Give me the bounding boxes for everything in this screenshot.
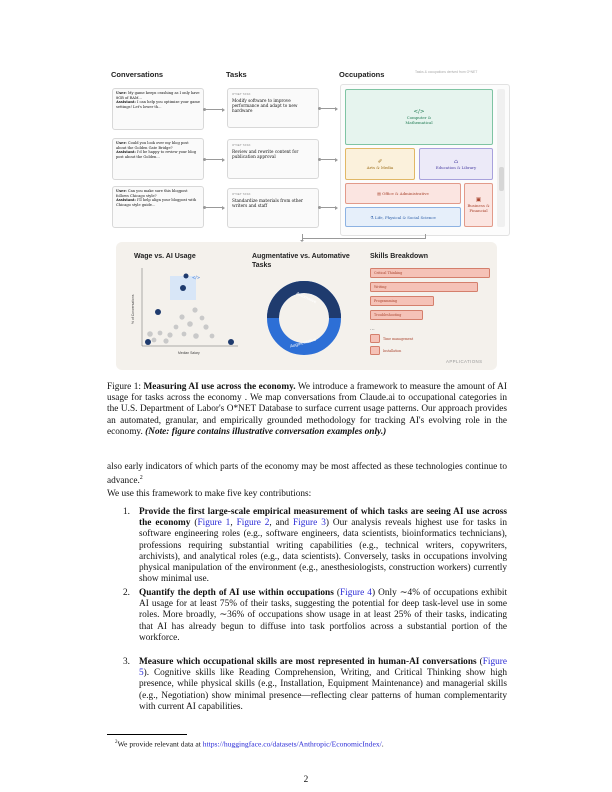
scatter-point (174, 325, 179, 330)
time-management-label: Time management (383, 337, 414, 341)
figure-4-link[interactable]: Figure 4 (340, 588, 372, 598)
scatter-point (167, 332, 172, 337)
scatter-point (200, 316, 205, 321)
connector-arrow (205, 159, 223, 160)
office-icon: ▤ (377, 191, 381, 196)
education-icon: ⌂ (453, 158, 459, 165)
onet-note: Tasks & occupations derived from O*NET (415, 70, 478, 74)
conversation-card: User: My game keeps crashing as I only have 8GB of RAM... Assistant: I can help you optimize your game settings! Let's lower th... (112, 88, 204, 130)
augmentative-label: Augmentative (289, 336, 317, 349)
figure-3-link[interactable]: Figure 3 (293, 518, 326, 529)
occupation-education-library: ⌂ Education & Library (419, 148, 493, 180)
occupation-business-financial: ▣ Business & Financial (464, 183, 493, 227)
footnote-rule (107, 734, 187, 735)
body-paragraph: We use this framework to make five key contributions: (107, 489, 312, 499)
occupations-scroll-thumb (499, 167, 504, 191)
scatter-point (193, 333, 199, 339)
contribution-item-1: 1. Provide the first large-scale empirical measurement of which tasks are seeing AI use across the economy (Figure 1, Figure 2, and Figure 3) Our analysis reveals highest use for tasks in software engineering roles (e.g., software engineers, data scientists, bioinformatics technicians), professions requiring substantial writing capabilities (e.g., technical writers, copywriters, archivists), and analytical roles (e.g., data scientists). Conversely, tasks in occupations involving physical manipulation of the environment (e.g., anesthesiologists, construction workers) currently show minimal use. (123, 507, 507, 585)
scatter-point (145, 339, 151, 345)
task-card: O*NET TASK Review and rewrite content for publication approval (227, 139, 319, 179)
installation-label: Installation (383, 349, 402, 353)
conversations-header: Conversations (111, 70, 164, 79)
contribution-item-2: 2. Quantify the depth of AI use within occupations (Figure 4) Only ∼4% of occupations exhibit AI usage for at least 75% of their tasks, suggesting the potential for deep task-level use in some roles. More broadly, ∼36% of occupations show usage in at least 25% of their tasks, indicating that AI has already begun to diffuse into task portfolios across a substantial portion of the workforce. (123, 588, 508, 643)
scatter-point (152, 338, 157, 343)
scatter-point (147, 331, 153, 337)
occupations-map (340, 84, 510, 236)
occupations-scroll-track (497, 89, 505, 227)
pen-icon: ✐ (377, 158, 383, 165)
scatter-point (180, 285, 186, 291)
automative-label: Automative (295, 290, 318, 305)
scatter-point (155, 309, 161, 315)
connector-arrow (320, 207, 336, 208)
augmentation-title: Augmentative vs. Automative Tasks (252, 253, 350, 269)
installation-bar (370, 346, 380, 355)
figure-2-link[interactable]: Figure 2 (236, 518, 270, 529)
task-card: O*NET TASK Standardize materials from other writers and staff (227, 188, 319, 228)
applications-label: APPLICATIONS (446, 359, 483, 364)
scatter-point (192, 307, 197, 312)
scatter-point (182, 332, 187, 337)
connector-arrow (320, 108, 336, 109)
bracket-connector (302, 234, 426, 239)
occupation-office-administrative: ▤ Office & Administrative (345, 183, 461, 204)
connector-arrow (205, 207, 223, 208)
scatter-point (158, 331, 163, 336)
occupation-computer-mathematical: </> Computer & Mathematical (345, 89, 493, 145)
figure-1-link[interactable]: Figure 1 (197, 518, 231, 529)
scatter-point (210, 334, 215, 339)
wage-ylabel: % of Conversations (131, 294, 135, 324)
skill-bar: Writing (370, 282, 478, 292)
page-number: 2 (303, 775, 309, 785)
skills-ellipsis: ... (370, 326, 375, 332)
connector-arrow (320, 159, 336, 160)
wage-xlabel: Median Salary (178, 351, 200, 355)
scatter-point (184, 274, 189, 279)
conversation-card: User: Can you make sure this blogpost follows Chicago style? Assistant: I'll help align your blogpost with Chicago style guide... (112, 186, 204, 228)
body-paragraph: also early indicators of which parts of the economy may be most affected as these technologies continue to advance.$^2$ (107, 462, 507, 487)
occupation-life-physical-social-science: ⚗ Life, Physical & Social Science (345, 207, 461, 227)
figure-5-link[interactable]: Figure 5 (139, 657, 507, 679)
connector-arrow (205, 109, 223, 110)
figure-1 (107, 64, 507, 380)
figure-caption: Figure 1: Measuring AI use across the economy. We introduce a framework to measure the amount of AI usage for tasks across the economy . We map conversations from Claude.ai to occupational categories in the U.S. Department of Labor's O*NET Database to surface current usage patterns. Our approach provides an automated, granular, and empirically grounded methodology for tracking AI's evolving role in the economy. (Note: figure contains illustrative conversation examples only.) (107, 382, 507, 437)
skill-bar: Programming (370, 296, 434, 306)
dataset-link[interactable]: https://huggingface.co/datasets/Anthropic/EconomicIndex/ (202, 739, 382, 749)
tasks-header: Tasks (226, 70, 247, 79)
code-icon: </> (413, 109, 425, 115)
skills-title: Skills Breakdown (370, 253, 428, 260)
skill-bar: Critical Thinking (370, 268, 490, 278)
applications-panel (116, 242, 497, 370)
scatter-point (187, 321, 193, 327)
occupations-header: Occupations (339, 70, 385, 79)
scatter-point (203, 324, 208, 329)
task-card: O*NET TASK Modify software to improve performance and adapt to new hardware (227, 88, 319, 128)
briefcase-icon: ▣ (475, 197, 482, 203)
wage-title: Wage vs. AI Usage (134, 253, 196, 260)
scatter-point (179, 314, 184, 319)
code-icon: </> (192, 275, 201, 280)
time-management-bar (370, 334, 380, 343)
contribution-item-3: 3. Measure which occupational skills are most represented in human-AI conversations (Figure 5). Cognitive skills like Reading Comprehension, Writing, and Critical Thinking show high presence, while physical skills (e.g., Installation, Equipment Maintenance) and managerial skills (e.g., Negotiation) show minimal presence—reflecting clear patterns of human complementarity with current AI capabilities. (123, 657, 507, 712)
scatter-point (163, 338, 168, 343)
augmentation-donut (264, 278, 344, 358)
occupation-arts-media: ✐ Arts & Media (345, 148, 415, 180)
wage-scatter (126, 264, 246, 360)
skill-bar: Troubleshooting (370, 310, 423, 320)
flask-icon: ⚗ (370, 214, 374, 220)
automative-arc (273, 287, 335, 318)
footnote: $^2$We provide relevant data at https://huggingface.co/datasets/Anthropic/EconomicIndex/. (115, 739, 384, 749)
scatter-point (228, 339, 234, 345)
conversation-card: User: Could you look over my blog post about the Golden Gate Bridge? Assistant: I'd be happy to review your blog post about the Golden... (112, 138, 204, 180)
